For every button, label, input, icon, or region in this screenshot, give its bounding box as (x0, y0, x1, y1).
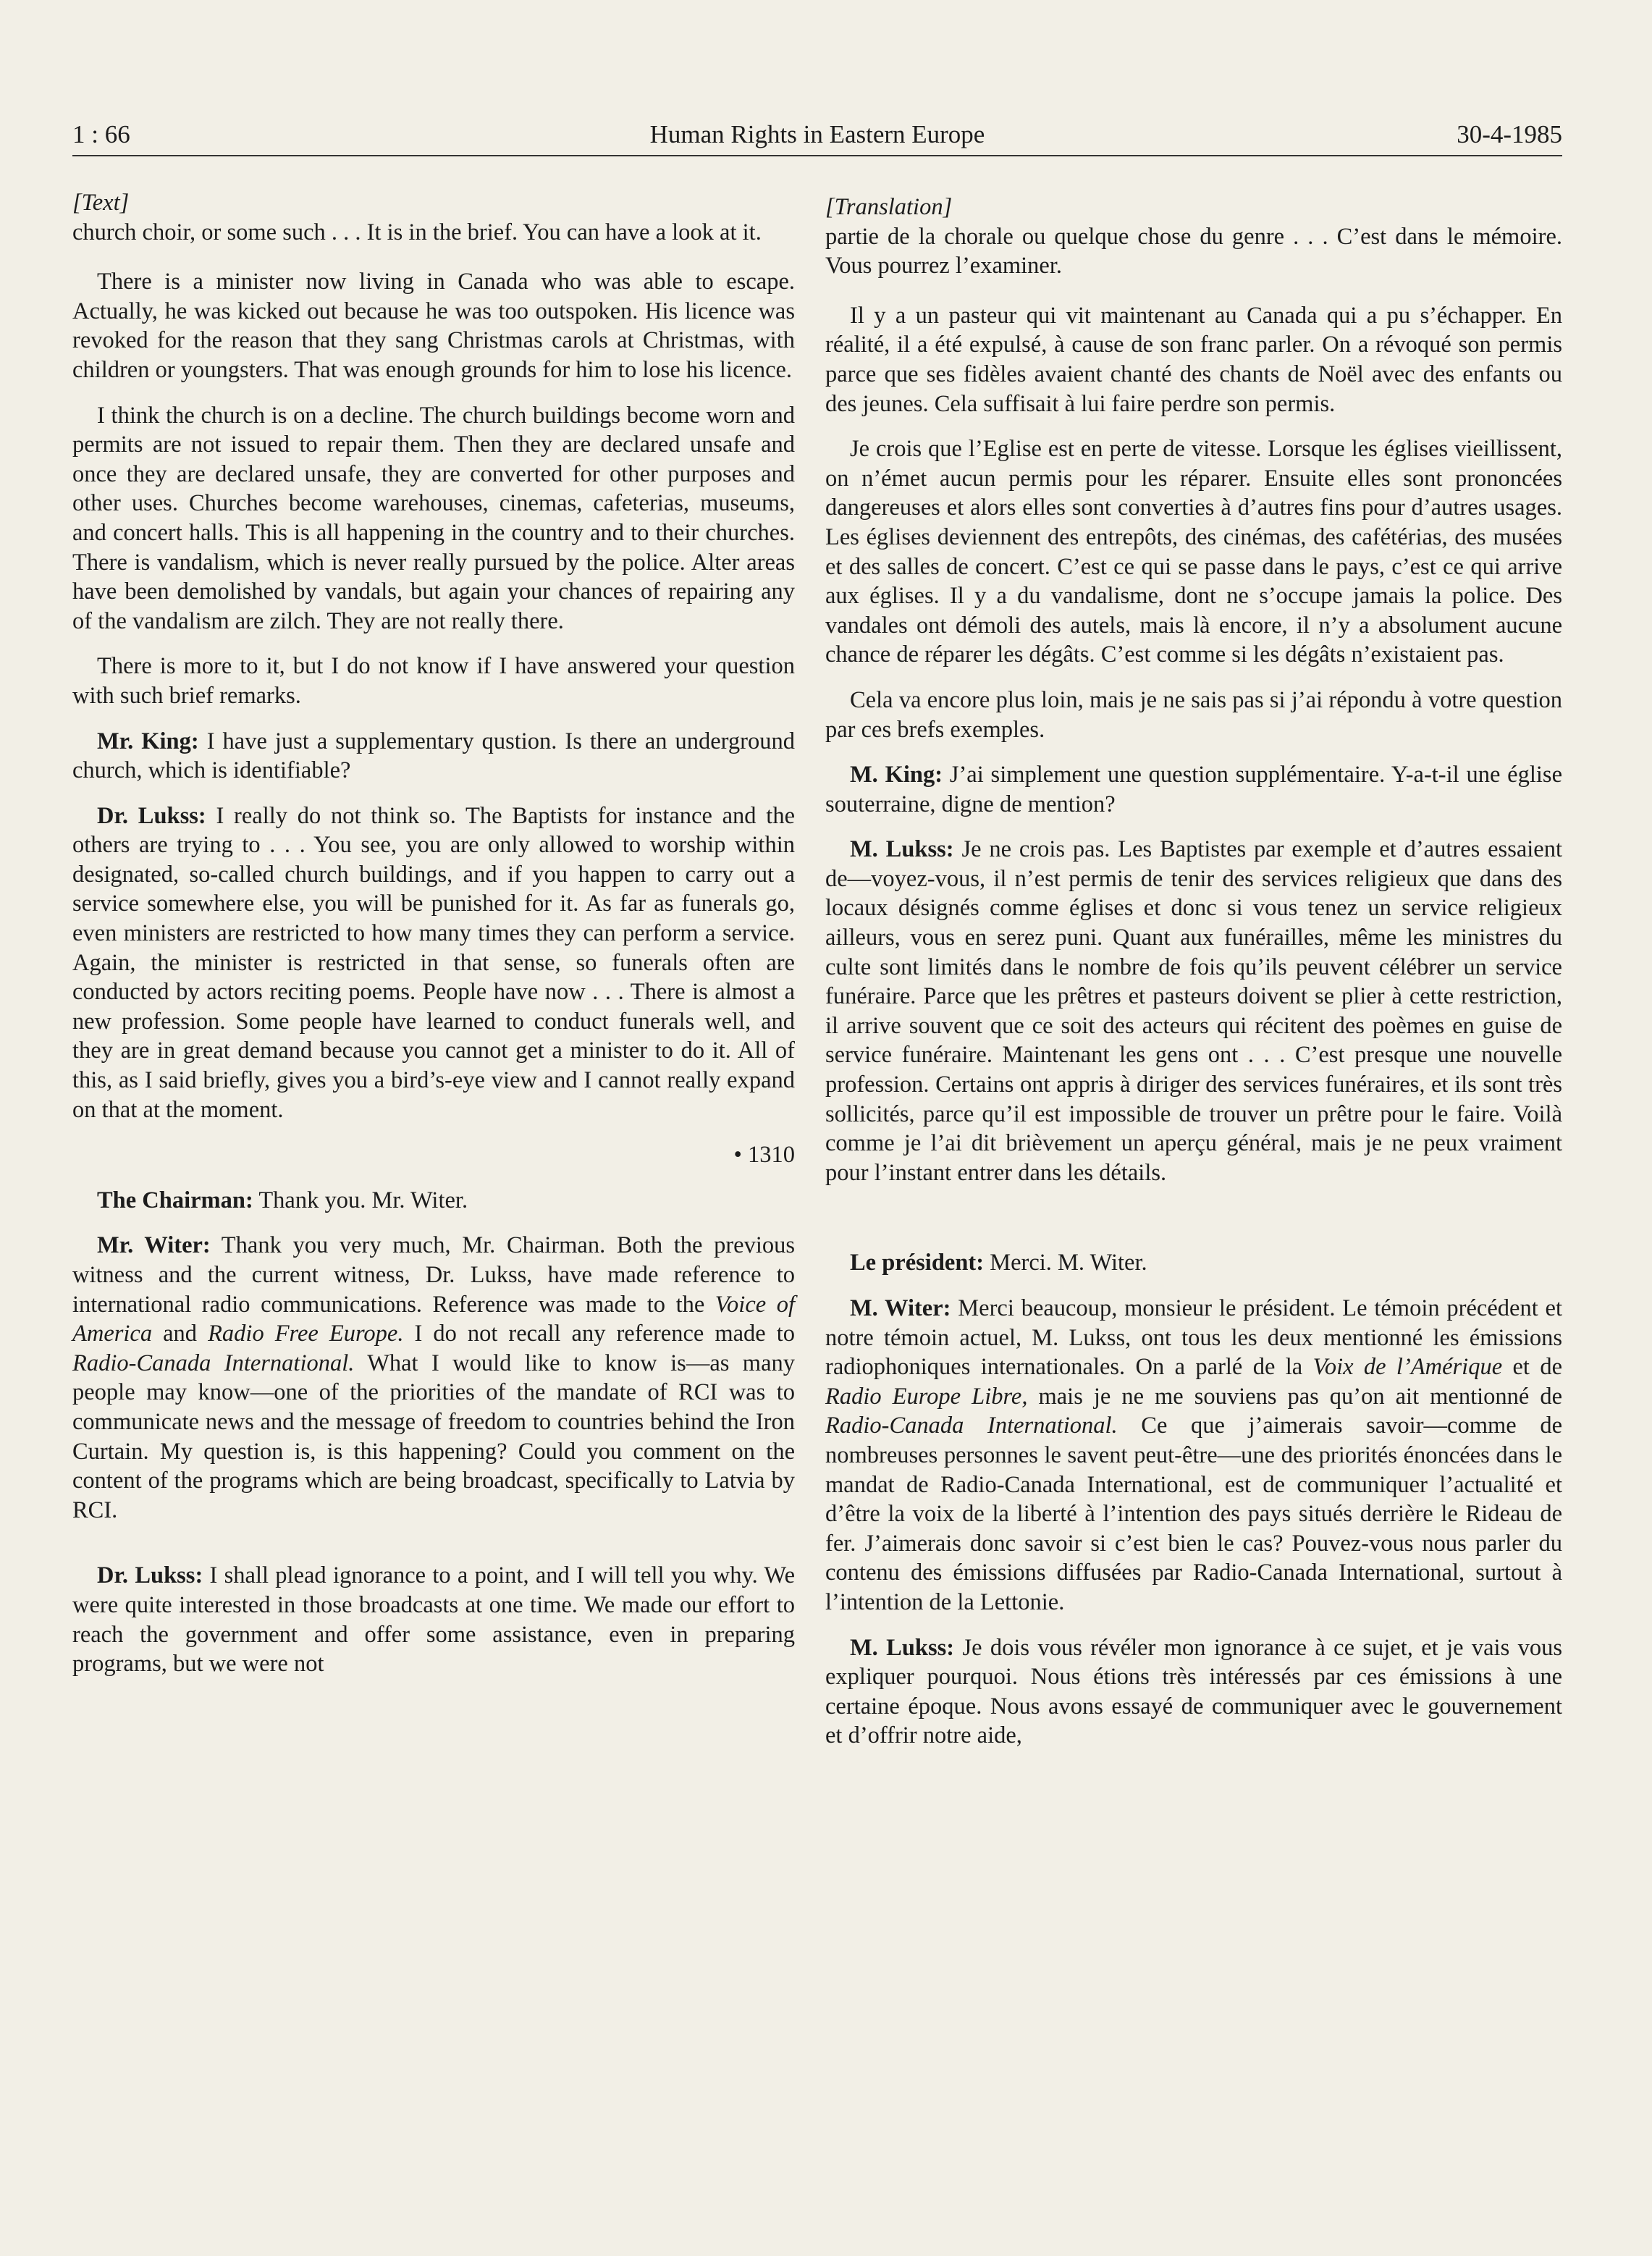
speaker-name: Le président: (850, 1250, 985, 1276)
paragraph (825, 1633, 1562, 1751)
speech-text: I shall plead ignorance to a point, and I will tell you why. We were quite interested in those broadcasts at one time. We made our effort to reach the government and offer some assistance, even in preparing programs, but we were not (72, 1562, 795, 1678)
program-name: Voice of America (72, 1291, 795, 1347)
speech-text: Je dois vous révéler mon ignorance à ce sujet, et je vais vous expliquer pourquoi. Nous étions très intéressés par ces émissions à une certaine époque. Nous avons essayé de communiquer avec le gouvernement et d’offrir notre aide, (825, 1634, 1562, 1749)
paragraph: There is a minister now living in Canada who was able to escape. Actually, he was kicked out because he was too outspoken. His licence was revoked for the reason that they sang Christmas carols at Christmas, with children or youngsters. That was enough grounds for him to lose his licence. (72, 269, 795, 383)
speech-text: et de (1502, 1354, 1562, 1381)
paragraph (825, 760, 1562, 819)
speech-text: I do not recall any reference made to (403, 1321, 795, 1347)
speech-text: I really do not think so. The Baptists for instance and the others are trying to . . . You see, you are only allowed to worship within designated, so-called church buildings, and if you happen to carry out a service somewhere else, you will be punished for it. As far as funerals go, even ministers are restricted to how many times they can perform a service. Again, the minister is restricted in that sense, so funerals often are conducted by actors reciting poems. People have now . . . There is almost a new profession. Some people have learned to conduct funerals well, and they are in great demand because you cannot get a minister to do it. All of this, as I said briefly, gives you a bird’s-eye view and I cannot really expand on that at the moment. (72, 802, 795, 1123)
speaker-name: Mr. Witer: (97, 1232, 211, 1259)
paragraph (825, 1294, 1562, 1617)
paragraph (825, 1248, 1562, 1278)
speech-text: and (152, 1321, 208, 1347)
paragraph (72, 1186, 795, 1216)
speech-text: Je ne crois pas. Les Baptistes par exemple et d’autres essaient de—voyez-vous, il n’est permis de tenir des services religieux que dans des locaux désignés comme églises et donc si vous tenez un service religieux ailleurs, vous en serez puni. Quant aux funérailles, même les ministres du culte sont limités dans le nombre de fois qu’ils peuvent célébrer un service funéraire. Parce que les prêtres et pasteurs doivent se plier à cette restriction, il arrive souvent que ce soit des acteurs qui récitent des poèmes en guise de service funéraire. Maintenant les gens ont . . . C’est presque une nouvelle profession. Certains ont appris à diriger des services funéraires, et ils sont très sollicités, parce qu’il est impossible de trouver un prêtre pour le faire. Voilà comme je l’ai dit brièvement un aperçu général, mais je ne peux vraiment pour l’instant entrer dans les détails. (825, 836, 1563, 1186)
speaker-name: M. Lukss: (850, 836, 954, 863)
program-name: Radio-Canada International. (825, 1413, 1118, 1439)
paragraph: church choir, or some such . . . It is in the brief. You can have a look at it. (72, 219, 762, 245)
translation-label: [Translation] (825, 194, 953, 220)
paragraph: Il y a un pasteur qui vit maintenant au Canada qui a pu s’échapper. En réalité, il a été expulsé, à cause de son franc parler. On a révoqué son permis parce que ses fidèles avaient chanté des chants de Noël avec des enfants ou des jeunes. Cela suffisait à lui faire perdre son permis. (825, 302, 1562, 417)
paragraph (72, 727, 795, 786)
speech-text: What I would like to know is—as many people may know—one of the priorities of the mandate of RCI was to communicate news and the message of freedom to countries behind the Iron Curtain. My question is, is this happening? Could you comment on the content of the programs which are being broadcast, specifically to Latvia by RCI. (72, 1350, 795, 1523)
header-title: Human Rights in Eastern Europe (649, 120, 985, 148)
paragraph (825, 835, 1562, 1187)
english-column (72, 188, 795, 1695)
speech-text: mais je ne me souviens pas qu’on ait mentionné de (1027, 1383, 1562, 1410)
speech-text: I have just a supplementary qustion. Is there an underground church, which is identifiable? (72, 728, 795, 784)
speaker-name: Dr. Lukss: (97, 1562, 203, 1589)
speech-text: Thank you very much, Mr. Chairman. Both the previous witness and the current witness, Dr. Lukss, have made reference to international radio communications. Reference was made to the (72, 1232, 795, 1318)
paragraph: Je crois que l’Eglise est en perte de vitesse. Lorsque les églises vieillissent, on n’émet aucun permis pour les réparer. Ensuite elles sont prononcées dangereuses et alors elles sont converties à d’autres fins pour d’autres usages. Les églises deviennent des entrepôts, des cinémas, des cafétérias, des musées et des salles de concert. C’est ce qui se passe dans le pays, c’est ce qui arrive aux églises. Il y a du vandalisme, dont ne s’occupe jamais la police. Des vandales ont démoli des autels, mais là encore, il n’y a absolument aucune chance de réparer les dégâts. C’est comme si les dégâts n’existaient pas. (825, 436, 1562, 668)
text-label: [Text] (72, 190, 130, 216)
speaker-name: Dr. Lukss: (97, 802, 206, 829)
program-name: Radio Europe Libre, (825, 1383, 1028, 1410)
program-name: Voix de l’Amérique (1312, 1354, 1503, 1381)
speaker-name: Mr. King: (97, 728, 199, 754)
program-name: Radio Free Europe. (208, 1321, 404, 1347)
speech-text: Thank you. Mr. Witer. (253, 1187, 468, 1213)
header-date: 30-4-1985 (1457, 120, 1562, 148)
paragraph (72, 1231, 795, 1525)
page-number: 1 : 66 (72, 120, 130, 148)
speaker-name: M. Witer: (850, 1295, 951, 1321)
speech-text: J’ai simplement une question supplémentaire. Y-a-t-il une église souterraine, digne de mention? (825, 762, 1562, 817)
french-column (825, 188, 1562, 1767)
speech-text: Merci beaucoup, monsieur le président. Le témoin précédent et notre témoin actuel, M. Lukss, ont tous les deux mentionné les émissions radiophoniques internationales. On a parlé de la (825, 1295, 1562, 1381)
paragraph (72, 801, 795, 1125)
paragraph: I think the church is on a decline. The church buildings become worn and permits are not issued to repair them. Then they are declared unsafe and once they are declared unsafe, they are converted for other purposes and other uses. Churches become warehouses, cinemas, cafeterias, museums, and concert halls. This is all happening in the country and to their churches. There is vandalism, which is never really pursued by the police. Alter areas have been demolished by vandals, but again your chances of repairing any of the vandalism are zilch. They are not really there. (72, 402, 795, 634)
paragraph: partie de la chorale ou quelque chose du genre . . . C’est dans le mémoire. Vous pourrez l’examiner. (825, 223, 1562, 279)
paragraph (72, 1561, 795, 1678)
speaker-name: The Chairman: (97, 1187, 253, 1213)
paragraph: Cela va encore plus loin, mais je ne sais pas si j’ai répondu à votre question par ces brefs exemples. (825, 686, 1562, 743)
time-marker: • 1310 (733, 1142, 795, 1169)
speech-text: Merci. M. Witer. (984, 1250, 1147, 1276)
running-header (72, 114, 1562, 156)
speaker-name: M. King: (850, 762, 943, 788)
paragraph: There is more to it, but I do not know if I have answered your question with such brief remarks. (72, 653, 795, 709)
speaker-name: M. Lukss: (850, 1634, 955, 1661)
speech-text: Ce que j’aimerais savoir—comme de nombreuses personnes le savent peut-être—une des priorités énoncées dans le mandat de Radio-Canada International, est de communiquer l’actualité et d’être la voix de la liberté à l’intention des pays situés derrière le Rideau de fer. J’aimerais donc savoir si c’est bien le cas? Pouvez-vous nous parler du contenu des émissions diffusées par Radio-Canada International, surtout à l’intention de la Lettonie. (825, 1413, 1562, 1615)
program-name: Radio-Canada International. (72, 1350, 355, 1376)
